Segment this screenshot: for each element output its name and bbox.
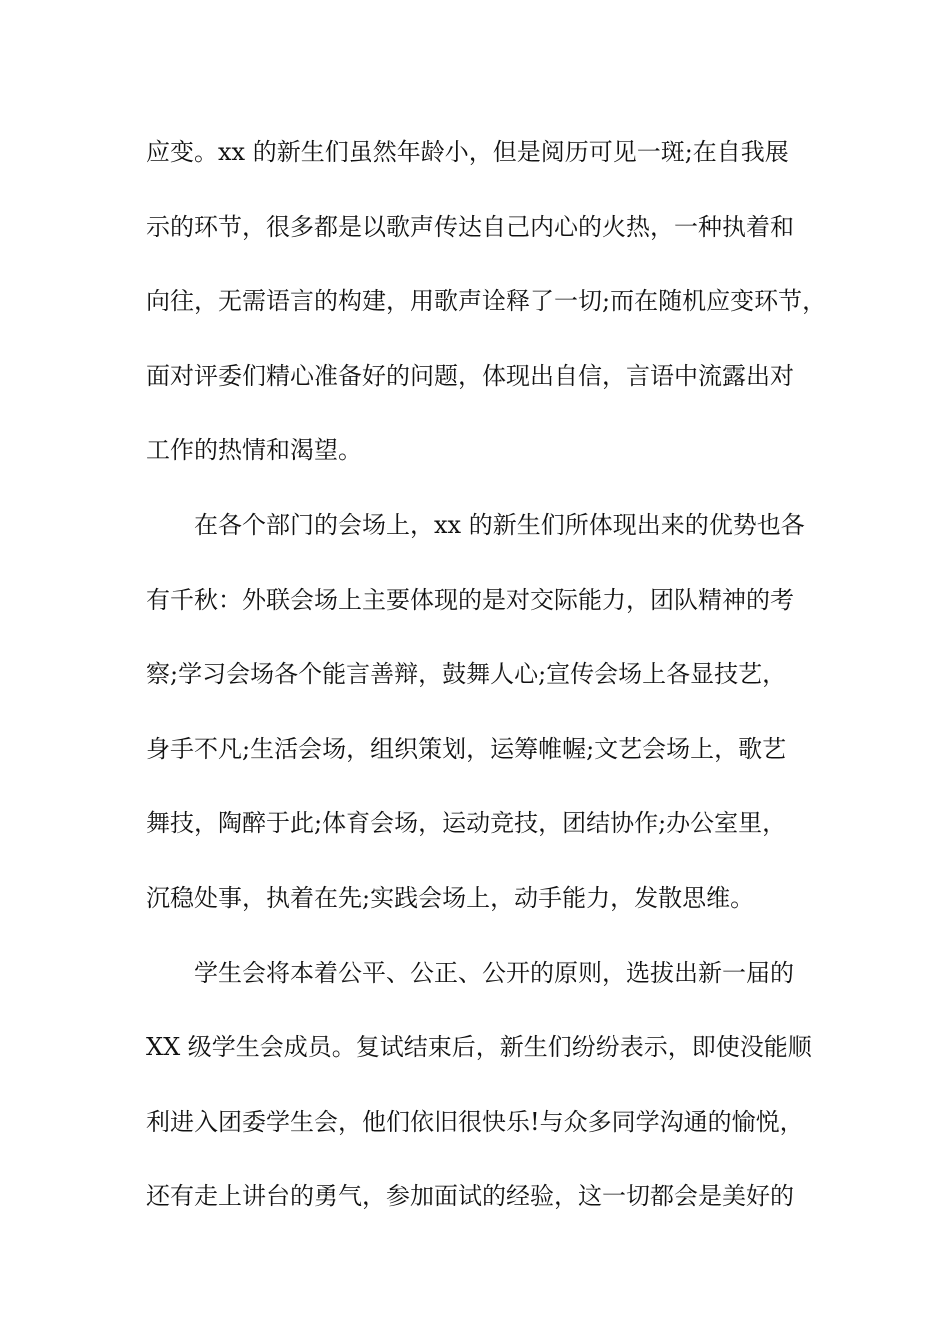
- text-line: 示的环节，很多都是以歌声传达自己内心的火热，一种执着和: [146, 212, 794, 241]
- text-line: 还有走上讲台的勇气，参加面试的经验，这一切都会是美好的: [146, 1182, 794, 1211]
- text-line: 沉稳处事，执着在先;实践会场上，动手能力，发散思维。: [146, 883, 755, 912]
- paragraph-start-line: 学生会将本着公平、公正、公开的原则，选拔出新一届的: [194, 958, 794, 987]
- text-line: 有千秋：外联会场上主要体现的是对交际能力，团队精神的考: [146, 585, 794, 614]
- text-line: XX 级学生会成员。复试结束后，新生们纷纷表示，即使没能顺: [146, 1033, 812, 1062]
- text-line: 向往，无需语言的构建，用歌声诠释了一切;而在随机应变环节，: [146, 287, 827, 316]
- text-line: 身手不凡;生活会场，组织策划，运筹帷幄;文艺会场上，歌艺: [146, 734, 787, 763]
- paragraph-start-line: 在各个部门的会场上，xx 的新生们所体现出来的优势也各: [194, 510, 805, 539]
- body-text: [146, 130, 826, 1249]
- text-line: 应变。xx 的新生们虽然年龄小，但是阅历可见一斑;在自我展: [146, 138, 789, 166]
- text-line: 察;学习会场各个能言善辩，鼓舞人心;宣传会场上各显技艺，: [146, 660, 787, 689]
- text-line: 利进入团委学生会，他们依旧很快乐!与众多同学沟通的愉悦，: [146, 1107, 804, 1136]
- text-line: 舞技，陶醉于此;体育会场，运动竞技，团结协作;办公室里，: [146, 809, 787, 838]
- text-line: 工作的热情和渴望。: [146, 436, 362, 465]
- text-line: 面对评委们精心准备好的问题，体现出自信，言语中流露出对: [146, 361, 794, 390]
